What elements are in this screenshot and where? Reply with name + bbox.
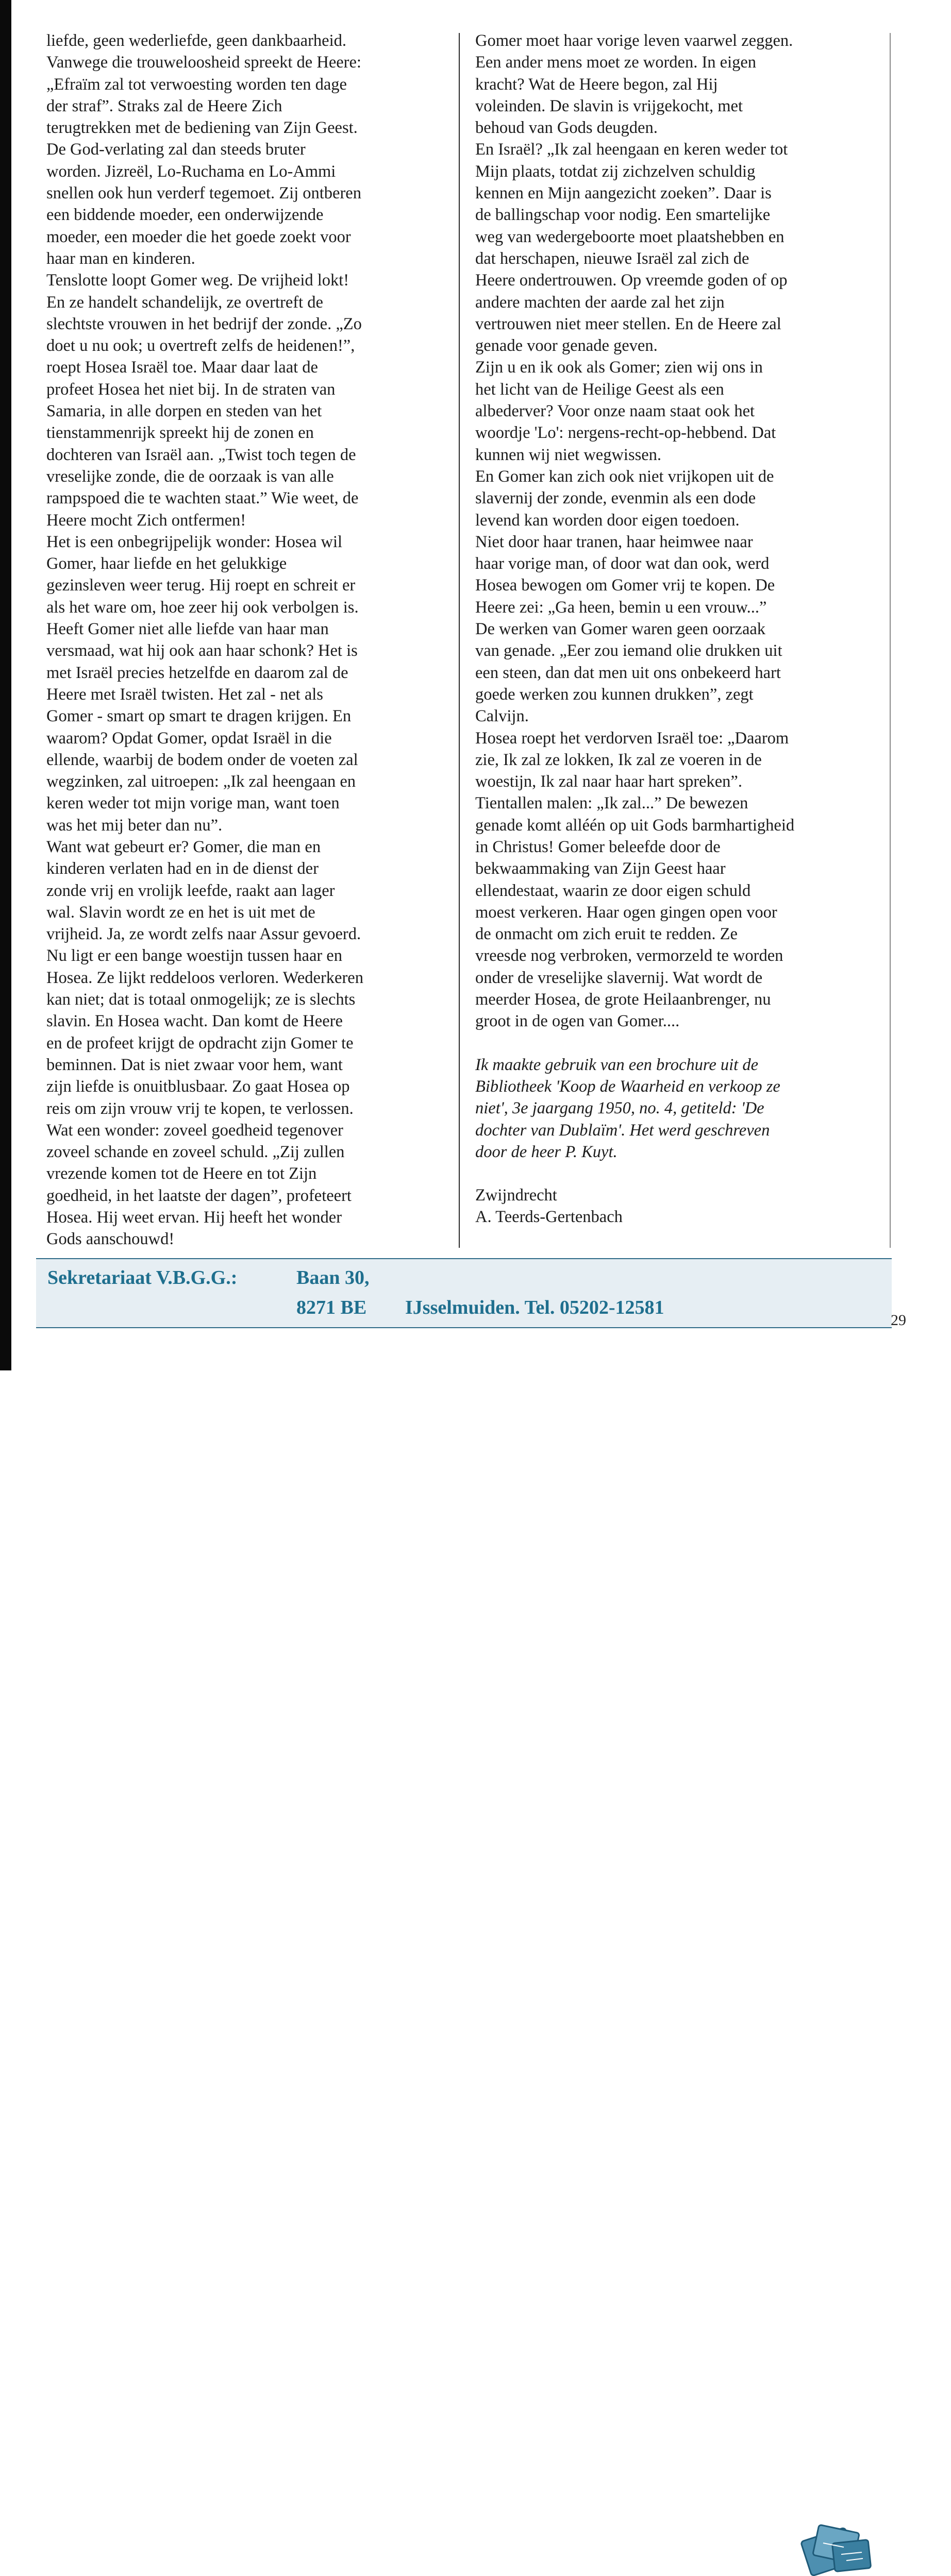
text-line: profeet Hosea het niet bij. In de straten van: [46, 380, 336, 399]
text-line: vrijheid. Ja, ze wordt zelfs naar Assur gevoerd.: [46, 925, 361, 944]
text-line: De werken van Gomer waren geen oorzaak: [475, 620, 766, 639]
text-line: Nu ligt er een bange woestijn tussen haar en: [46, 946, 342, 965]
text-line: met Israël precies hetzelfde en daarom zal de: [46, 663, 348, 682]
text-line: Gomer - smart op smart te dragen krijgen. En: [46, 707, 352, 726]
text-line: zonde vrij en vrolijk leefde, raakt aan lager: [46, 881, 335, 900]
text-line: tienstammenrijk spreekt hij de zonen en: [46, 423, 314, 443]
text-line: Gomer, haar liefde en het gelukkige: [46, 554, 287, 573]
text-line: Hosea roept het verdorven Israël toe: „Daarom: [475, 728, 789, 748]
text-line: De God-verlating zal dan steeds bruter: [46, 140, 306, 159]
text-line: „Efraïm zal tot verwoesting worden ten dage: [46, 75, 347, 94]
text-line: was het mij beter dan nu”.: [46, 816, 223, 835]
footer-city-phone: IJsselmuiden. Tel. 05202-12581: [405, 1297, 664, 1318]
text-line: Heere zei: „Ga heen, bemin u een vrouw...”: [475, 598, 767, 617]
text-line: onder de vreselijke slavernij. Wat wordt de: [475, 968, 763, 987]
text-line: vertrouwen niet meer stellen. En de Heere zal: [475, 314, 781, 333]
text-line: versmaad, wat hij ook aan haar schonk? Het is: [46, 641, 358, 660]
text-line: woestijn, Ik zal naar haar hart spreken”.: [475, 772, 742, 791]
text-line: Heere met Israël twisten. Het zal - net als: [46, 685, 323, 704]
text-line: kunnen wij niet wegwissen.: [475, 445, 662, 464]
text-line: kan niet; dat is totaal onmogelijk; ze is slechts: [46, 990, 356, 1009]
text-line: En ze handelt schandelijk, ze overtreft de: [46, 293, 323, 312]
text-line: dat herschapen, nieuwe Israël zal zich de: [475, 249, 749, 268]
text-line: vreesde nog verbroken, vermorzeld te worden: [475, 946, 783, 965]
text-line: en de profeet krijgt de opdracht zijn Gomer te: [46, 1033, 354, 1053]
text-line: Hosea bewogen om Gomer vrij te kopen. De: [475, 576, 775, 595]
footer-secretariat-banner: [36, 1258, 892, 1328]
text-line: behoud van Gods deugden.: [475, 118, 658, 138]
text-line: slechtste vrouwen in het bedrijf der zonde. „Zo: [46, 314, 362, 333]
text-line: gezinsleven weer terug. Hij roept en schreit er: [46, 576, 356, 595]
text-line: kennen en Mijn aangezicht zoeken”. Daar is: [475, 184, 772, 203]
text-line: zie, Ik zal ze lokken, Ik zal ze voeren in de: [475, 750, 762, 769]
text-line: Want wat gebeurt er? Gomer, die man en: [46, 837, 321, 856]
text-line: moest verkeren. Haar ogen gingen open voor: [475, 903, 777, 922]
text-line: ellendestaat, waarin ze door eigen schuld: [475, 881, 751, 900]
left-text-column: [46, 30, 446, 1250]
text-line: in Christus! Gomer beleefde door de: [475, 837, 721, 856]
note-line: Ik maakte gebruik van een brochure uit de: [475, 1055, 758, 1074]
text-line: Gomer moet haar vorige leven vaarwel zeggen.: [475, 31, 793, 50]
text-line: groot in de ogen van Gomer....: [475, 1012, 680, 1031]
text-line: reis om zijn vrouw vrij te kopen, te verlossen.: [46, 1099, 354, 1118]
text-line: Hosea. Hij weet ervan. Hij heeft het wonder: [46, 1208, 342, 1227]
text-line: rampspoed die te wachten staat.” Wie weet, de: [46, 489, 359, 508]
text-line: snellen ook hun verderf tegemoet. Zij ontberen: [46, 184, 361, 203]
text-line: Een ander mens moet ze worden. In eigen: [475, 53, 757, 72]
right-margin-rule: [890, 33, 891, 1248]
text-line: zijn liefde is onuitblusbaar. Zo gaat Hosea op: [46, 1077, 350, 1096]
text-line: genade voor genade geven.: [475, 336, 658, 355]
text-line: van genade. „Eer zou iemand olie drukken uit: [475, 641, 782, 660]
note-line: door de heer P. Kuyt.: [475, 1142, 618, 1161]
text-line: goedheid, in het laatste der dagen”, profeteert: [46, 1186, 352, 1205]
text-line: goede werken zou kunnen drukken”, zegt: [475, 685, 754, 704]
text-line: dochteren van Israël aan. „Twist toch tegen de: [46, 445, 356, 464]
text-line: Mijn plaats, totdat zij zichzelven schuldig: [475, 162, 756, 181]
text-line: haar man en kinderen.: [46, 249, 195, 268]
text-line: albederver? Voor onze naam staat ook het: [475, 402, 755, 421]
text-line: wal. Slavin wordt ze en het is uit met de: [46, 903, 315, 922]
text-line: zoveel schande en zoveel schuld. „Zij zullen: [46, 1143, 345, 1162]
text-line: moeder, een moeder die het goede zoekt voor: [46, 227, 351, 246]
text-line: Hosea. Ze lijkt reddeloos verloren. Wederkeren: [46, 968, 363, 987]
text-line: worden. Jizreël, Lo-Ruchama en Lo-Ammi: [46, 162, 336, 181]
text-line: het licht van de Heilige Geest als een: [475, 380, 724, 399]
text-line: slavernij der zonde, evenmin als een dode: [475, 489, 756, 508]
text-line: genade komt alléén op uit Gods barmhartigheid: [475, 816, 795, 835]
footer-label: Sekretariaat V.B.G.G.:: [47, 1267, 238, 1289]
text-line: Wat een wonder: zoveel goedheid tegenover: [46, 1121, 343, 1140]
text-line: voleinden. De slavin is vrijgekocht, met: [475, 96, 743, 115]
text-line: slavin. En Hosea wacht. Dan komt de Heere: [46, 1012, 343, 1031]
text-line: woordje 'Lo': nergens-recht-op-hebbend. Dat: [475, 423, 776, 443]
text-line: Samaria, in alle dorpen en steden van het: [46, 402, 322, 421]
text-line: kracht? Wat de Heere begon, zal Hij: [475, 75, 718, 94]
text-line: ellende, waarbij de bodem onder de voeten zal: [46, 750, 358, 769]
text-line: terugtrekken met de bediening van Zijn Geest.: [46, 118, 358, 138]
text-line: Heeft Gomer niet alle liefde van haar man: [46, 620, 329, 639]
text-line: wegzinken, zal uitroepen: „Ik zal heengaan en: [46, 772, 356, 791]
text-line: waarom? Opdat Gomer, opdat Israël in die: [46, 728, 332, 748]
note-line: dochter van Dublaïm'. Het werd geschreven: [475, 1121, 770, 1140]
text-line: beminnen. Dat is niet zwaar voor hem, want: [46, 1055, 343, 1074]
text-line: keren weder tot mijn vorige man, want toen: [46, 794, 340, 813]
text-line: andere machten der aarde zal het zijn: [475, 293, 725, 312]
text-line: doet u nu ook; u overtreft zelfs de heidenen!”,: [46, 336, 355, 355]
text-line: Calvijn.: [475, 707, 529, 726]
text-line: Zijn u en ik ook als Gomer; zien wij ons in: [475, 358, 763, 377]
text-line: een biddende moeder, een onderwijzende: [46, 206, 324, 225]
signature-place: Zwijndrecht: [475, 1186, 557, 1205]
text-line: vrezende komen tot de Heere en tot Zijn: [46, 1164, 317, 1183]
text-line: kinderen verlaten had en in de dienst der: [46, 859, 319, 878]
text-line: meerder Hosea, de grote Heilaanbrenger, nu: [475, 990, 771, 1009]
text-line: liefde, geen wederliefde, geen dankbaarheid.: [46, 31, 346, 50]
text-line: een steen, dan dat men uit ons onbekeerd hart: [475, 663, 781, 682]
text-line: bekwaammaking van Zijn Geest haar: [475, 859, 726, 878]
text-line: Vanwege die trouweloosheid spreekt de Heere:: [46, 53, 361, 72]
text-line: de ballingschap voor nodig. Een smartelijke: [475, 206, 771, 225]
note-line: Bibliotheek 'Koop de Waarheid en verkoop ze: [475, 1077, 780, 1096]
text-line: En Gomer kan zich ook niet vrijkopen uit de: [475, 467, 774, 486]
text-line: En Israël? „Ik zal heengaan en keren weder tot: [475, 140, 788, 159]
footer-street: Baan 30,: [296, 1267, 370, 1289]
text-line: Tenslotte loopt Gomer weg. De vrijheid lokt!: [46, 271, 349, 290]
books-icon: [785, 2518, 888, 2576]
text-line: Het is een onbegrijpelijk wonder: Hosea wil: [46, 532, 343, 551]
text-line: vreselijke zonde, die de oorzaak is van alle: [46, 467, 334, 486]
source-note: [475, 1054, 882, 1163]
text-line: levend kan worden door eigen toedoen.: [475, 511, 740, 530]
text-line: Gods aanschouwd!: [46, 1230, 175, 1249]
text-line: weg van wedergeboorte moet plaatshebben en: [475, 227, 785, 246]
text-line: de onmacht om zich eruit te redden. Ze: [475, 925, 738, 944]
text-line: roept Hosea Israël toe. Maar daar laat de: [46, 358, 318, 377]
signature-author: A. Teerds-Gertenbach: [475, 1208, 623, 1227]
text-line: Niet door haar tranen, haar heimwee naar: [475, 532, 753, 551]
text-line: Heere mocht Zich ontfermen!: [46, 511, 246, 530]
text-line: der straf”. Straks zal de Heere Zich: [46, 96, 282, 115]
note-line: niet', 3e jaargang 1950, no. 4, getiteld: 'De: [475, 1099, 764, 1118]
footer-postcode: 8271 BE: [296, 1297, 367, 1318]
page-number: 29: [891, 1312, 906, 1329]
text-line: haar vorige man, of door wat dan ook, werd: [475, 554, 770, 573]
page-edge-bar: [0, 0, 11, 1370]
column-divider: [459, 33, 460, 1248]
text-line: Heere ondertrouwen. Op vreemde goden of op: [475, 271, 788, 290]
text-line: Tientallen malen: „Ik zal...” De bewezen: [475, 794, 748, 813]
text-line: als het ware om, hoe zeer hij ook verbolgen is.: [46, 598, 359, 617]
right-text-column: [475, 30, 882, 1228]
